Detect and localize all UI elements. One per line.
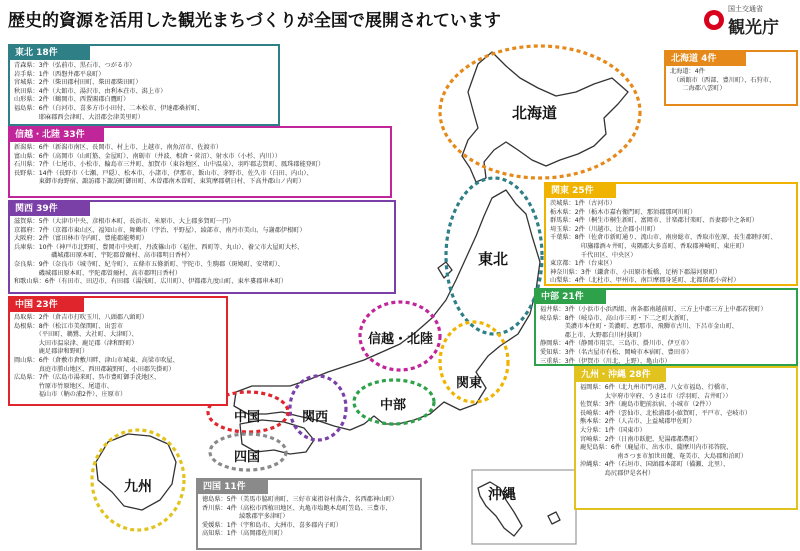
region-header-shikoku: 四国 11件 bbox=[198, 480, 268, 494]
region-row: 石川県：7件（七尾市、小松市、輪島市三井町、加賀市（東谷地区、山中温泉）、羽咋郡志賀町、鳳珠郡能登町） bbox=[14, 161, 325, 169]
region-row: 佐賀県：3件（鹿島市肥前浜宿、小城市（2件）） bbox=[580, 401, 715, 409]
region-box-kyushu bbox=[574, 366, 798, 510]
region-row: 宮崎県：2件（日南市飫肥、児湯郡都農町） bbox=[580, 435, 702, 443]
label-kanto: 関東 bbox=[456, 376, 483, 391]
region-row: 和歌山県：6件（有田市、田辺市、有田郡（湯浅町、広川町）、伊都郡九度山町、東牟婁郡串本町） bbox=[14, 278, 288, 286]
region-row: 島尻郡伊是名村） bbox=[580, 469, 655, 477]
label-chubu: 中部 bbox=[380, 398, 407, 413]
region-body-shinetsu bbox=[10, 142, 390, 189]
region-header-hokkaido: 北海道 4件 bbox=[666, 52, 746, 66]
region-row: 鹿児島県：6件（鹿屋市、出水市、薩摩川内市祁答院、 bbox=[580, 444, 733, 452]
region-row: 太宰府市宰府、うきは市（浮羽町、吉井町）） bbox=[580, 392, 732, 400]
label-shikoku: 四国 bbox=[234, 450, 261, 465]
region-row: （函館市（西部、豊川町）、石狩市、 bbox=[670, 76, 776, 84]
region-row: 鳥取県：2件（倉吉市打吹玉川、八頭郡八頭町） bbox=[14, 314, 148, 321]
label-shinetsu: 信越・北陸 bbox=[368, 332, 434, 347]
region-body-kyushu bbox=[576, 382, 796, 481]
region-row: 滋賀県：5件（大津市中央、彦根市本町、長浜市、米原市、大上郡多賀町一円） bbox=[14, 218, 235, 225]
region-box-hokkaido bbox=[664, 50, 798, 106]
region-header-kansai: 関西 39件 bbox=[10, 202, 90, 216]
page-title: 歴史的資源を活用した観光まちづくりが全国で展開されています bbox=[8, 11, 501, 31]
region-box-shikoku bbox=[196, 478, 422, 550]
sado-island bbox=[438, 262, 452, 278]
region-row: 竹原市竹原地区、尾道市、 bbox=[14, 382, 113, 390]
region-header-shinetsu: 信越・北陸 33件 bbox=[10, 128, 104, 142]
label-hokkaido: 北海道 bbox=[512, 104, 558, 122]
region-row: 静岡県：4件（静岡市用宗、三島市、掛川市、伊豆市） bbox=[540, 340, 693, 348]
region-row: 群馬県：4件（桐生市桐生新町、富岡市、甘楽郡甘楽町、吾妻郡中之条町） bbox=[550, 217, 759, 225]
logo-ministry-text: 国土交通省 bbox=[728, 5, 763, 13]
region-row: 綾歌郡宇多津町） bbox=[202, 513, 289, 521]
region-body-shikoku bbox=[198, 494, 420, 541]
region-body-chubu bbox=[536, 304, 796, 366]
region-row: 岐阜県：8件（岐阜市、高山市三町・下二之町大新町、 bbox=[540, 314, 693, 322]
region-row: 広島県：7件（広島市湯来町、呉市豊町御手洗地区、 bbox=[14, 374, 161, 382]
region-header-tohoku: 東北 18件 bbox=[10, 46, 90, 60]
region-row: 大阪府：2件（富田林市寺内町、豊能郡能勢町） bbox=[14, 235, 148, 243]
region-row: 大田市温泉津、鹿足郡（津和野町） bbox=[14, 339, 138, 347]
region-row: 愛知県：3件（名古屋市有松、岡崎市本宿町、豊田市） bbox=[540, 348, 693, 356]
region-box-shinetsu bbox=[8, 126, 392, 198]
region-row: 山梨県：4件（北杜市、甲州市、南巨摩郡身延町、北都留郡小菅村） bbox=[550, 277, 740, 285]
region-row: 青森県：3件（弘前市、黒石市、つがる市） bbox=[14, 62, 136, 69]
region-box-kanto bbox=[544, 182, 798, 286]
region-row: 千葉県：8件（佐倉市新町通り、流山市、南房総市、香取市佐原、長生郡睦沢町、 bbox=[550, 234, 777, 242]
region-row: 沖縄県：4件（石垣市、国頭郡本部町（備瀬、北里）、 bbox=[580, 461, 730, 469]
region-row: 大分県：1件（国東市） bbox=[580, 426, 646, 434]
region-row: 東京都：1件（台東区） bbox=[550, 260, 616, 268]
region-row: 岩手県：1件（西磐井郡平泉町） bbox=[14, 70, 105, 78]
region-row: 耶麻郡西会津町、大沼郡会津美里町） bbox=[14, 113, 144, 121]
region-row: 福岡県：6件（北九州市門司港、八女市福島、行橋市、 bbox=[580, 384, 733, 391]
kyushu-island bbox=[96, 434, 176, 510]
region-row: 鹿足郡津和野町） bbox=[14, 348, 89, 356]
region-header-chubu: 中部 21件 bbox=[536, 290, 606, 304]
region-row: 二海郡八雲町） bbox=[670, 85, 726, 93]
region-row: 兵庫県：10件（神戸市北野町、豊岡市中央町、丹波篠山市（福住、西町等、丸山）、養父市大屋町大杉、 bbox=[14, 243, 304, 251]
region-row: 南さつま市加世田麓、奄美市、大島郡和泊町） bbox=[580, 452, 748, 460]
region-row: 新潟県：6件（新潟市南区、長岡市、村上市、上越市、南魚沼市、佐渡市） bbox=[14, 144, 223, 151]
region-row: 千代田区、中央区） bbox=[550, 251, 637, 259]
region-row: 奈良県：9件（奈良市（城寺町、紀寺町）、五條市五條新町、宇陀市、生駒郡（斑鳩町、安堵町）、 bbox=[14, 260, 284, 268]
region-row: 高知県：1件（高岡郡佐川町） bbox=[202, 530, 287, 538]
region-row: 神奈川県：3件（鎌倉市、小田原市板橋、足柄下郡湯河原町） bbox=[550, 268, 721, 276]
region-row: 島根県：8件（松江市美保関町、出雲市 bbox=[14, 322, 124, 330]
region-row: 磯城郡田原本町、宇陀郡曽爾村、高市郡明日香村） bbox=[14, 252, 194, 260]
label-chugoku: 中国 bbox=[234, 410, 261, 425]
region-box-kansai bbox=[8, 200, 396, 294]
region-body-kanto bbox=[546, 198, 796, 286]
region-body-kansai bbox=[10, 216, 394, 289]
region-row: 徳島県：5件（美馬市脇町南町、三好市東祖谷村落合、名西郡神山町） bbox=[202, 496, 398, 503]
region-row: 真庭市勝山地区、西田郡鏡野町、小田郡矢掛町） bbox=[14, 365, 175, 373]
region-row: 長野県：14件（長野市（七瀬、戸隠）、松本市、小諸市、伊那市、飯山市、茅野市、佐久市（臼田、内山）、 bbox=[14, 169, 313, 177]
label-tohoku: 東北 bbox=[478, 250, 509, 268]
region-row: 秋田県：4件（大館市、湯沢市、由利本荘市、潟上市） bbox=[14, 87, 167, 95]
region-row: 宮城県：2件（柴田郡村田町、柴田郡柴田町） bbox=[14, 79, 142, 87]
region-row: 福山市（鞆の浦2件）、庄原市） bbox=[14, 391, 127, 399]
region-row: 京都府：7件（京都市東山区、福知山市、舞鶴市（宇治、平野屋）、綾部市、南丹市美山、与謝郡伊根町） bbox=[14, 226, 306, 234]
region-row: 郡上市、大野郡白川村荻町） bbox=[540, 331, 646, 339]
region-row: 山形県：2件（鶴岡市、西置賜郡白鷹町） bbox=[14, 96, 130, 104]
region-row: （平田町、鵜鷺、大社町、大津町）、 bbox=[14, 331, 138, 339]
region-box-chugoku bbox=[8, 296, 228, 406]
region-row: 香川県：4件（高松市西植田地区、丸亀市塩飽本島町笠島、三豊市、 bbox=[202, 504, 392, 512]
region-row: 三重県：3件（伊賀市（川北、上野）、亀山市） bbox=[540, 357, 671, 365]
region-row: 岡山県：6件（倉敷市倉敷川畔、津山市城東、高梁市吹屋、 bbox=[14, 356, 179, 364]
region-row: 栃木県：2件（栃木市嘉右衛門町、那須郡那珂川町） bbox=[550, 208, 697, 216]
region-box-tohoku bbox=[8, 44, 280, 126]
region-body-hokkaido bbox=[666, 66, 796, 96]
region-row: 愛媛県：1件（宇和島市、大洲市、喜多郡内子町） bbox=[202, 521, 343, 529]
region-row: 埼玉県：2件（川越市、比企郡小川町） bbox=[550, 225, 660, 233]
label-okinawa: 沖縄 bbox=[488, 487, 516, 503]
region-row: 印旛郡酒々井町、夷隅郡大多喜町、香取郡神崎町、東庄町） bbox=[550, 242, 748, 250]
region-row: 熊本県：2件（人吉市、上益城郡甲佐町） bbox=[580, 418, 696, 426]
region-body-tohoku bbox=[10, 60, 278, 124]
region-header-chugoku: 中国 23件 bbox=[10, 298, 84, 312]
region-row: 富山県：6件（高岡市（山町筋、金屋町）、南砺市（井波、相倉・菅沼）、射水市（小杉、内川）） bbox=[14, 152, 281, 160]
region-row: 茨城県：1件（古河市） bbox=[550, 200, 616, 207]
region-row: 福島県：6件（白河市、喜多方市小田付、二本松市、伊達郡桑折町、 bbox=[14, 104, 204, 112]
region-body-chugoku bbox=[10, 312, 226, 402]
region-header-kyushu: 九州・沖縄 28件 bbox=[576, 368, 666, 382]
label-kansai: 関西 bbox=[302, 410, 329, 425]
region-row: 美濃市本住町・美濃町、恵那市、飛騨市古川、下呂市金山町、 bbox=[540, 323, 738, 331]
region-row: 東御市海野宿、諏訪郡下諏訪町御田町、木曽郡南木曽町、東筑摩郡朝日村、下高井郡山ノ内町） bbox=[14, 178, 305, 186]
region-row: 福井県：3件（小浜市小浜西組、南条郡南越前町、三方上中郡三方上中郡若狭町） bbox=[540, 306, 767, 313]
okinawa-islet bbox=[548, 512, 560, 524]
region-header-kanto: 関東 25件 bbox=[546, 184, 616, 198]
region-row: 北海道：4件 bbox=[670, 68, 705, 75]
region-box-chubu bbox=[534, 288, 798, 366]
region-row: 磯城郡田原本町、宇陀郡曽爾村、高市郡明日香村） bbox=[14, 269, 182, 277]
logo-agency-text: 観光庁 bbox=[728, 18, 779, 38]
region-row: 長崎県：4件（雲仙市、北松浦郡小値賀町、平戸市、壱岐市） bbox=[580, 409, 751, 417]
label-kyushu: 九州 bbox=[124, 479, 152, 495]
